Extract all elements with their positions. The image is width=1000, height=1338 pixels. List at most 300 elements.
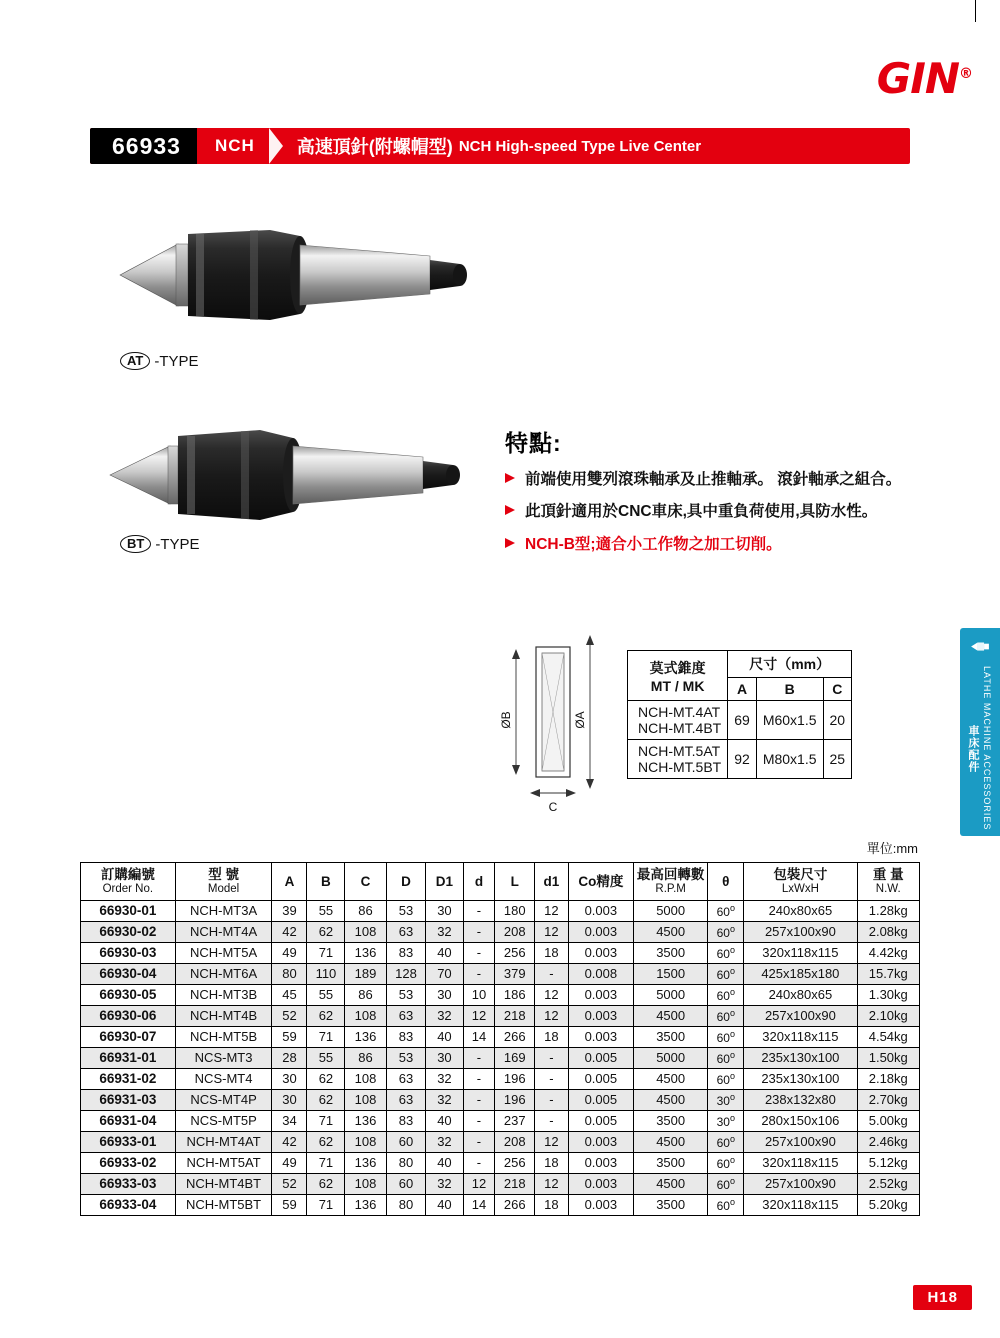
cell-model: NCH-MT3B bbox=[175, 984, 272, 1005]
cell-value: 4.54kg bbox=[857, 1026, 919, 1047]
cell-value: 18 bbox=[535, 1152, 569, 1173]
cell-order-no: 66930-05 bbox=[81, 984, 176, 1005]
cell-value: 128 bbox=[386, 963, 426, 984]
features-block bbox=[505, 425, 925, 565]
product-series: NCH bbox=[214, 136, 255, 155]
cell-model: NCS-MT4 bbox=[175, 1068, 272, 1089]
cell-value: 379 bbox=[495, 963, 535, 984]
th-en: N.W. bbox=[875, 882, 901, 895]
specification-table bbox=[80, 862, 920, 1216]
cell-value: 208 bbox=[495, 1131, 535, 1152]
cell-model: NCS-MT4P bbox=[175, 1089, 272, 1110]
cell-value: 136 bbox=[345, 1110, 386, 1131]
cell-value: 4500 bbox=[633, 1068, 707, 1089]
table-row bbox=[81, 1173, 920, 1194]
cell-value: 320x118x115 bbox=[744, 1194, 857, 1215]
cell-value: 18 bbox=[535, 1194, 569, 1215]
cell-value: 108 bbox=[345, 1068, 386, 1089]
cell-order-no: 66931-03 bbox=[81, 1089, 176, 1110]
cell-model: NCS-MT3 bbox=[175, 1047, 272, 1068]
table-row bbox=[81, 921, 920, 942]
th-c: C bbox=[345, 863, 386, 901]
feature-text: 前端使用雙列滾珠軸承及止推軸承。 滾針軸承之組合。 bbox=[525, 471, 902, 488]
side-tab-en: LATHE MACHINE ACCESSORIES bbox=[982, 666, 992, 831]
th-en: Order No. bbox=[102, 882, 154, 895]
cell-value: 32 bbox=[426, 1173, 463, 1194]
cell-value: 280x150x106 bbox=[744, 1110, 857, 1131]
th-zh: 重 量 bbox=[872, 867, 904, 882]
cell-value: 235x130x100 bbox=[744, 1047, 857, 1068]
table-row bbox=[81, 1068, 920, 1089]
cell-value: 3500 bbox=[633, 1152, 707, 1173]
cell-value: 40 bbox=[426, 1194, 463, 1215]
cell-value: 40 bbox=[426, 942, 463, 963]
taper-model-line: NCH-MT.4AT bbox=[638, 704, 721, 720]
cell-value: - bbox=[535, 1110, 569, 1131]
cell-value: 237 bbox=[495, 1110, 535, 1131]
cell-value: 42 bbox=[272, 921, 307, 942]
product-title-bar bbox=[90, 128, 910, 164]
th-d: D bbox=[386, 863, 426, 901]
cell-order-no: 66933-04 bbox=[81, 1194, 176, 1215]
cell-value: 218 bbox=[495, 1005, 535, 1026]
product-title-zh: 高速頂針(附螺帽型) bbox=[296, 137, 453, 157]
cell-order-no: 66933-03 bbox=[81, 1173, 176, 1194]
page-number: H18 bbox=[913, 1285, 972, 1310]
cell-model: NCH-MT4B bbox=[175, 1005, 272, 1026]
cell-value: 12 bbox=[535, 900, 569, 921]
taper-c-value: 20 bbox=[823, 701, 852, 740]
cell-value: 62 bbox=[307, 1068, 345, 1089]
table-header-row bbox=[81, 863, 920, 901]
cell-value: 169 bbox=[495, 1047, 535, 1068]
cell-value: 4.42kg bbox=[857, 942, 919, 963]
table-row bbox=[81, 1110, 920, 1131]
cell-order-no: 66930-01 bbox=[81, 900, 176, 921]
cell-value: 55 bbox=[307, 1047, 345, 1068]
cell-value: 59 bbox=[272, 1194, 307, 1215]
feature-text: NCH-B型;適合小工作物之加工切削。 bbox=[525, 535, 782, 553]
cell-theta: 60$^o$ bbox=[708, 1173, 744, 1194]
cell-value: 256 bbox=[495, 942, 535, 963]
cell-order-no: 66933-02 bbox=[81, 1152, 176, 1173]
cell-value: 40 bbox=[426, 1026, 463, 1047]
cell-value: 4500 bbox=[633, 1131, 707, 1152]
specification-table-body bbox=[81, 900, 920, 1215]
cell-value: - bbox=[463, 1047, 495, 1068]
type-label-at bbox=[120, 352, 199, 370]
cell-value: 34 bbox=[272, 1110, 307, 1131]
cell-theta: 60$^o$ bbox=[708, 1005, 744, 1026]
cell-value: 136 bbox=[345, 1194, 386, 1215]
cell-value: 55 bbox=[307, 900, 345, 921]
cell-model: NCH-MT5BT bbox=[175, 1194, 272, 1215]
feature-item bbox=[505, 500, 925, 523]
cell-value: 18 bbox=[535, 942, 569, 963]
taper-b-value: M60x1.5 bbox=[756, 701, 823, 740]
type-label-bt bbox=[120, 535, 200, 553]
cell-value: 63 bbox=[386, 1005, 426, 1026]
cell-value: 0.005 bbox=[568, 1089, 633, 1110]
taper-dimension-table bbox=[627, 650, 852, 779]
cell-value: 62 bbox=[307, 1131, 345, 1152]
dimension-drawing bbox=[490, 625, 620, 820]
cell-value: 240x80x65 bbox=[744, 984, 857, 1005]
cell-value: 3500 bbox=[633, 1194, 707, 1215]
cell-value: 5000 bbox=[633, 984, 707, 1005]
cell-value: 1500 bbox=[633, 963, 707, 984]
side-tab-zh: 車床配件 bbox=[967, 724, 979, 773]
th-zh: 包裝尺寸 bbox=[773, 867, 828, 882]
features-list bbox=[505, 468, 925, 556]
th-d1-small: d1 bbox=[535, 863, 569, 901]
table-row bbox=[81, 963, 920, 984]
th-en: R.P.M bbox=[655, 882, 686, 895]
cell-value: 62 bbox=[307, 1173, 345, 1194]
cell-value: 86 bbox=[345, 1047, 386, 1068]
cell-value: 60 bbox=[386, 1173, 426, 1194]
cell-value: 2.18kg bbox=[857, 1068, 919, 1089]
cell-value: 71 bbox=[307, 1194, 345, 1215]
cell-value: 83 bbox=[386, 942, 426, 963]
cell-theta: 60$^o$ bbox=[708, 1152, 744, 1173]
th-co-accuracy: Co精度 bbox=[568, 863, 633, 901]
cell-value: 83 bbox=[386, 1110, 426, 1131]
table-row bbox=[81, 900, 920, 921]
cell-value: - bbox=[463, 963, 495, 984]
cell-value: - bbox=[463, 942, 495, 963]
cell-value: 30 bbox=[426, 984, 463, 1005]
cell-value: 1.28kg bbox=[857, 900, 919, 921]
th-package-size bbox=[744, 863, 857, 901]
type-badge-at: AT bbox=[120, 352, 150, 370]
cell-value: 49 bbox=[272, 1152, 307, 1173]
cell-value: 0.003 bbox=[568, 921, 633, 942]
cell-value: - bbox=[535, 963, 569, 984]
cell-value: 14 bbox=[463, 1194, 495, 1215]
cell-value: 0.005 bbox=[568, 1068, 633, 1089]
cell-value: 53 bbox=[386, 900, 426, 921]
cell-value: 4500 bbox=[633, 1173, 707, 1194]
th-l: L bbox=[495, 863, 535, 901]
cell-theta: 60$^o$ bbox=[708, 1194, 744, 1215]
th-a: A bbox=[272, 863, 307, 901]
cell-theta: 60$^o$ bbox=[708, 1068, 744, 1089]
taper-a-value: 92 bbox=[728, 740, 757, 779]
cell-value: 52 bbox=[272, 1005, 307, 1026]
cell-value: - bbox=[463, 1131, 495, 1152]
cell-value: 108 bbox=[345, 1131, 386, 1152]
taper-model-line: NCH-MT.5BT bbox=[638, 759, 722, 775]
cell-order-no: 66930-04 bbox=[81, 963, 176, 984]
cell-value: 32 bbox=[426, 1131, 463, 1152]
brand-logo-sup: ® bbox=[959, 66, 972, 82]
table-row bbox=[81, 1047, 920, 1068]
cell-value: - bbox=[463, 900, 495, 921]
cell-value: 62 bbox=[307, 921, 345, 942]
cell-value: 15.7kg bbox=[857, 963, 919, 984]
taper-model-line: NCH-MT.4BT bbox=[638, 720, 722, 736]
cell-value: 30 bbox=[426, 1047, 463, 1068]
cell-theta: 30$^o$ bbox=[708, 1110, 744, 1131]
brand-logo-text: GIN bbox=[876, 54, 959, 103]
cell-value: 257x100x90 bbox=[744, 921, 857, 942]
cell-value: 71 bbox=[307, 1026, 345, 1047]
cell-value: 0.003 bbox=[568, 1005, 633, 1026]
cell-value: 257x100x90 bbox=[744, 1173, 857, 1194]
type-suffix-bt: -TYPE bbox=[155, 535, 200, 553]
taper-model-cell bbox=[628, 701, 728, 740]
cell-value: - bbox=[463, 1152, 495, 1173]
cell-value: 86 bbox=[345, 900, 386, 921]
cell-value: 257x100x90 bbox=[744, 1005, 857, 1026]
cell-value: 62 bbox=[307, 1005, 345, 1026]
cell-theta: 60$^o$ bbox=[708, 1047, 744, 1068]
cell-value: 62 bbox=[307, 1089, 345, 1110]
cell-value: 4500 bbox=[633, 921, 707, 942]
cell-value: 208 bbox=[495, 921, 535, 942]
cell-value: 42 bbox=[272, 1131, 307, 1152]
cell-theta: 60$^o$ bbox=[708, 1026, 744, 1047]
side-tab-text bbox=[966, 661, 994, 836]
cell-order-no: 66930-07 bbox=[81, 1026, 176, 1047]
col-a: A bbox=[728, 678, 757, 701]
cell-value: 71 bbox=[307, 1110, 345, 1131]
cell-value: 32 bbox=[426, 1068, 463, 1089]
cell-value: 53 bbox=[386, 984, 426, 1005]
cell-value: 1.30kg bbox=[857, 984, 919, 1005]
cell-value: 240x80x65 bbox=[744, 900, 857, 921]
cell-value: 110 bbox=[307, 963, 345, 984]
cell-value: 5000 bbox=[633, 1047, 707, 1068]
brand-logo bbox=[876, 54, 972, 103]
cell-value: 18 bbox=[535, 1026, 569, 1047]
table-row bbox=[81, 1131, 920, 1152]
col-b: B bbox=[756, 678, 823, 701]
product-code: 66933 bbox=[90, 128, 197, 164]
cell-value: 53 bbox=[386, 1047, 426, 1068]
table-row bbox=[81, 1089, 920, 1110]
cell-value: 2.52kg bbox=[857, 1173, 919, 1194]
taper-model-cell bbox=[628, 740, 728, 779]
cell-value: 1.50kg bbox=[857, 1047, 919, 1068]
cell-value: 12 bbox=[535, 1173, 569, 1194]
cell-value: 108 bbox=[345, 921, 386, 942]
live-center-icon bbox=[967, 636, 993, 657]
cell-value: 80 bbox=[386, 1152, 426, 1173]
cell-model: NCH-MT5A bbox=[175, 942, 272, 963]
table-row bbox=[81, 1026, 920, 1047]
th-order-no bbox=[81, 863, 176, 901]
cell-value: 196 bbox=[495, 1089, 535, 1110]
taper-header bbox=[628, 651, 728, 701]
cell-value: 40 bbox=[426, 1152, 463, 1173]
table-row bbox=[81, 1194, 920, 1215]
th-en: Model bbox=[207, 882, 240, 895]
cell-value: 55 bbox=[307, 984, 345, 1005]
th-d-small: d bbox=[463, 863, 495, 901]
cell-value: 39 bbox=[272, 900, 307, 921]
cell-value: - bbox=[535, 1047, 569, 1068]
cell-value: 32 bbox=[426, 921, 463, 942]
cell-value: 12 bbox=[535, 984, 569, 1005]
cell-value: 63 bbox=[386, 921, 426, 942]
cell-value: 0.003 bbox=[568, 900, 633, 921]
taper-model-line: NCH-MT.5AT bbox=[638, 743, 721, 759]
cell-value: 71 bbox=[307, 942, 345, 963]
cell-value: 320x118x115 bbox=[744, 942, 857, 963]
cell-value: 30 bbox=[272, 1089, 307, 1110]
cell-value: 238x132x80 bbox=[744, 1089, 857, 1110]
cell-model: NCH-MT6A bbox=[175, 963, 272, 984]
cell-value: 4500 bbox=[633, 1005, 707, 1026]
cell-order-no: 66931-02 bbox=[81, 1068, 176, 1089]
cell-theta: 30$^o$ bbox=[708, 1089, 744, 1110]
cell-value: 0.003 bbox=[568, 1173, 633, 1194]
cell-value: - bbox=[463, 1089, 495, 1110]
cell-value: 136 bbox=[345, 1026, 386, 1047]
cell-model: NCH-MT3A bbox=[175, 900, 272, 921]
cell-value: - bbox=[535, 1068, 569, 1089]
cell-value: 218 bbox=[495, 1173, 535, 1194]
cell-value: - bbox=[463, 1068, 495, 1089]
cell-model: NCH-MT5AT bbox=[175, 1152, 272, 1173]
cell-theta: 60$^o$ bbox=[708, 963, 744, 984]
cell-value: 14 bbox=[463, 1026, 495, 1047]
cell-value: 0.008 bbox=[568, 963, 633, 984]
col-c: C bbox=[823, 678, 852, 701]
th-rpm bbox=[633, 863, 707, 901]
unit-note: 單位:mm bbox=[866, 841, 918, 856]
cell-value: 3500 bbox=[633, 942, 707, 963]
th-zh: 訂購編號 bbox=[100, 867, 155, 882]
svg-text:C: C bbox=[548, 800, 558, 814]
cell-value: 186 bbox=[495, 984, 535, 1005]
th-model bbox=[175, 863, 272, 901]
cell-order-no: 66931-04 bbox=[81, 1110, 176, 1131]
cell-value: 30 bbox=[272, 1068, 307, 1089]
product-title-en: NCH High-speed Type Live Center bbox=[458, 137, 702, 155]
cell-value: 189 bbox=[345, 963, 386, 984]
table-row bbox=[81, 984, 920, 1005]
type-badge-bt: BT bbox=[120, 535, 151, 553]
cell-value: 266 bbox=[495, 1026, 535, 1047]
cell-value: 5.20kg bbox=[857, 1194, 919, 1215]
cell-theta: 60$^o$ bbox=[708, 984, 744, 1005]
cell-theta: 60$^o$ bbox=[708, 900, 744, 921]
cell-value: 0.003 bbox=[568, 1026, 633, 1047]
cell-value: 12 bbox=[463, 1173, 495, 1194]
cell-value: 12 bbox=[535, 921, 569, 942]
cell-value: 28 bbox=[272, 1047, 307, 1068]
taper-a-value: 69 bbox=[728, 701, 757, 740]
cell-value: 108 bbox=[345, 1173, 386, 1194]
cell-value: 235x130x100 bbox=[744, 1068, 857, 1089]
section-side-tab bbox=[960, 628, 1000, 836]
cell-order-no: 66933-01 bbox=[81, 1131, 176, 1152]
cell-value: 5.12kg bbox=[857, 1152, 919, 1173]
cell-model: NCH-MT4AT bbox=[175, 1131, 272, 1152]
cell-value: 3500 bbox=[633, 1110, 707, 1131]
cell-value: 320x118x115 bbox=[744, 1026, 857, 1047]
dimension-header: 尺寸（mm） bbox=[728, 651, 852, 678]
cell-value: 425x185x180 bbox=[744, 963, 857, 984]
cell-value: 4500 bbox=[633, 1089, 707, 1110]
cell-value: 2.70kg bbox=[857, 1089, 919, 1110]
cell-order-no: 66930-03 bbox=[81, 942, 176, 963]
cell-value: 5.00kg bbox=[857, 1110, 919, 1131]
product-image-at bbox=[100, 200, 500, 350]
cell-value: 3500 bbox=[633, 1026, 707, 1047]
cell-value: 30 bbox=[426, 900, 463, 921]
features-heading: 特點: bbox=[505, 430, 562, 456]
cell-value: 136 bbox=[345, 942, 386, 963]
th-zh: 型 號 bbox=[208, 867, 239, 882]
cell-value: 320x118x115 bbox=[744, 1152, 857, 1173]
svg-text:ØA: ØA bbox=[573, 711, 587, 729]
cell-value: 0.003 bbox=[568, 1131, 633, 1152]
th-zh: 最高回轉數 bbox=[636, 867, 705, 882]
cell-value: 45 bbox=[272, 984, 307, 1005]
cell-value: 0.005 bbox=[568, 1047, 633, 1068]
cell-value: 266 bbox=[495, 1194, 535, 1215]
product-image-bt bbox=[95, 400, 495, 550]
cell-model: NCH-MT4BT bbox=[175, 1173, 272, 1194]
cell-value: - bbox=[535, 1089, 569, 1110]
cell-value: 108 bbox=[345, 1089, 386, 1110]
cell-value: 40 bbox=[426, 1110, 463, 1131]
cell-value: 32 bbox=[426, 1089, 463, 1110]
taper-header-zh: 莫式錐度 bbox=[649, 659, 706, 676]
cell-value: 80 bbox=[272, 963, 307, 984]
cell-value: 32 bbox=[426, 1005, 463, 1026]
cell-value: 136 bbox=[345, 1152, 386, 1173]
cell-value: 86 bbox=[345, 984, 386, 1005]
table-row bbox=[81, 1005, 920, 1026]
cell-value: 59 bbox=[272, 1026, 307, 1047]
svg-text:ØB: ØB bbox=[499, 711, 513, 729]
th-weight bbox=[857, 863, 919, 901]
cell-value: 196 bbox=[495, 1068, 535, 1089]
bullet-triangle-icon bbox=[505, 473, 515, 483]
cell-value: 52 bbox=[272, 1173, 307, 1194]
cell-value: 80 bbox=[386, 1194, 426, 1215]
bullet-triangle-icon bbox=[505, 505, 515, 515]
cell-model: NCH-MT4A bbox=[175, 921, 272, 942]
taper-c-value: 25 bbox=[823, 740, 852, 779]
cell-order-no: 66930-06 bbox=[81, 1005, 176, 1026]
table-row bbox=[81, 1152, 920, 1173]
cell-value: 0.005 bbox=[568, 1110, 633, 1131]
cell-value: 83 bbox=[386, 1026, 426, 1047]
cell-value: 257x100x90 bbox=[744, 1131, 857, 1152]
cell-theta: 60$^o$ bbox=[708, 942, 744, 963]
chevron-icon bbox=[269, 128, 283, 164]
cell-model: NCS-MT5P bbox=[175, 1110, 272, 1131]
cell-model: NCH-MT5B bbox=[175, 1026, 272, 1047]
cell-order-no: 66931-01 bbox=[81, 1047, 176, 1068]
cell-value: 60 bbox=[386, 1131, 426, 1152]
crop-mark bbox=[975, 0, 976, 22]
feature-text: 此頂針適用於CNC車床,具中重負荷使用,具防水性。 bbox=[525, 503, 878, 521]
cell-value: 12 bbox=[535, 1005, 569, 1026]
cell-value: 2.46kg bbox=[857, 1131, 919, 1152]
cell-value: 63 bbox=[386, 1089, 426, 1110]
specification-table-head bbox=[81, 863, 920, 901]
cell-value: 12 bbox=[463, 1005, 495, 1026]
cell-value: 10 bbox=[463, 984, 495, 1005]
taper-b-value: M80x1.5 bbox=[756, 740, 823, 779]
